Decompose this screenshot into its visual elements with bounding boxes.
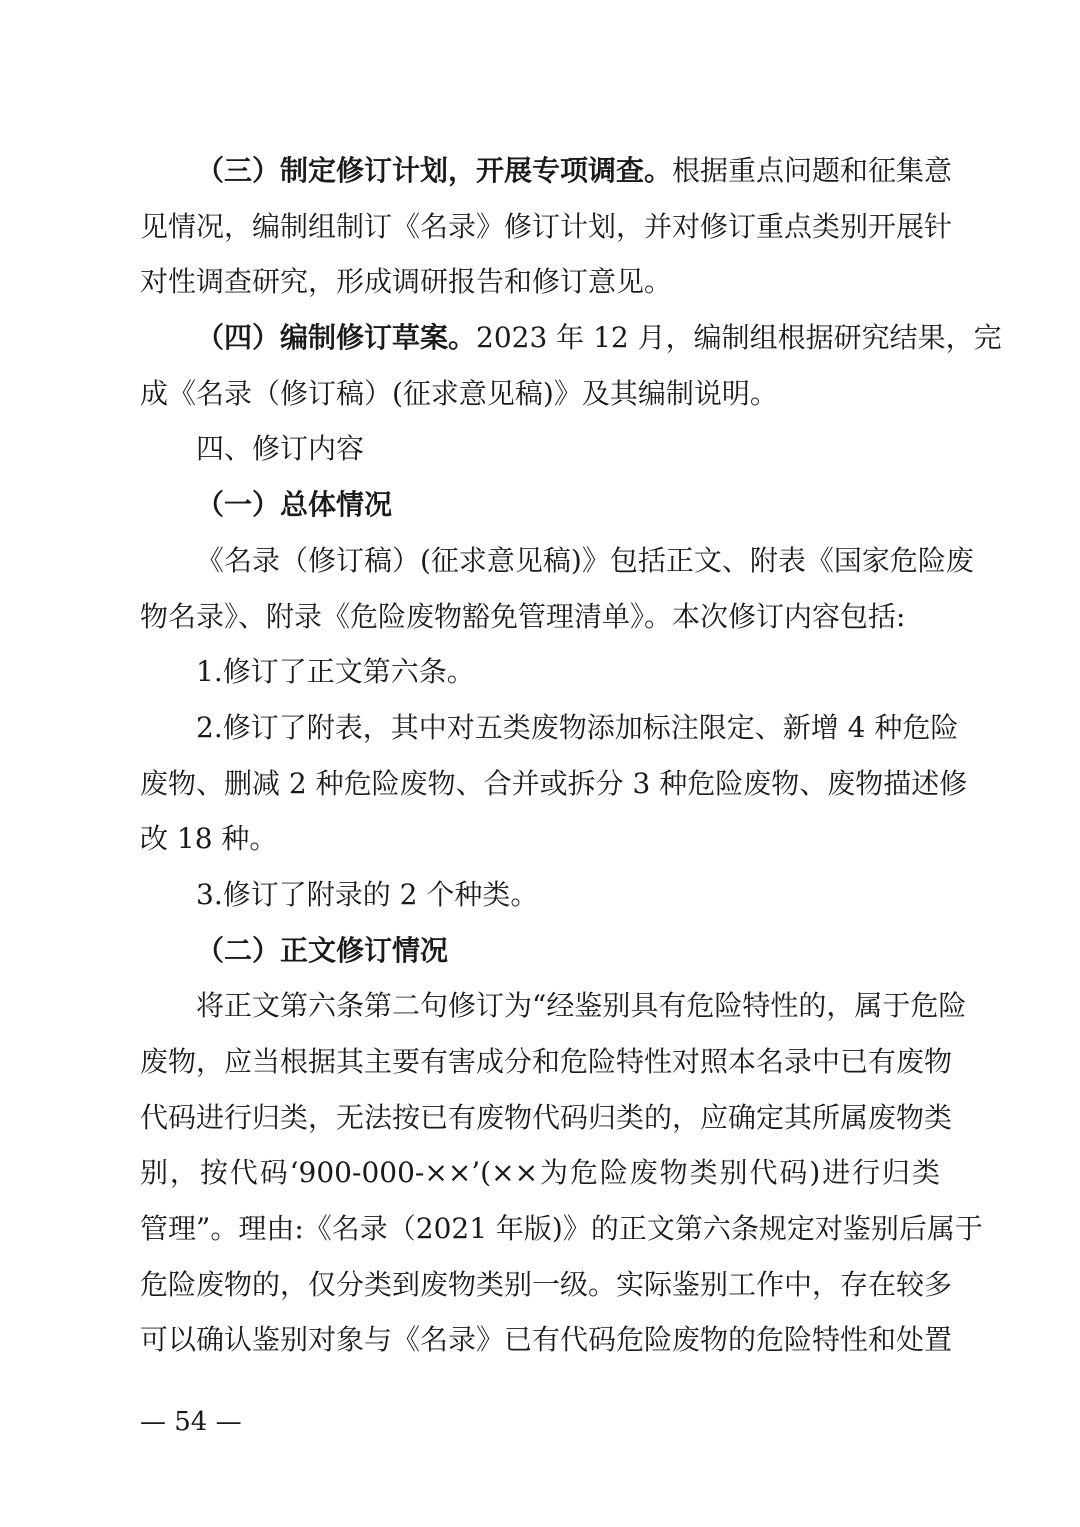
text-line: [140, 143, 953, 199]
line-text: 成《名录（修订稿）(征求意见稿)》及其编制说明。: [140, 376, 778, 410]
text-line: [140, 254, 940, 310]
text-line: [140, 867, 940, 923]
text-line: [140, 477, 940, 533]
line-text: 根据重点问题和征集意: [672, 154, 953, 187]
text-line: [140, 978, 967, 1034]
line-text: 别，按代码‘900-000-××’(××为危险废物类别代码)进行归类: [140, 1156, 940, 1190]
line-text: 见情况，编制组制订《名录》修订计划，并对修订重点类别开展针: [140, 209, 953, 243]
page-number: — 54 —: [140, 1407, 242, 1437]
line-text: 废物，应当根据其主要有害成分和危险特性对照本名录中已有废物: [140, 1045, 953, 1078]
text-line: [140, 199, 953, 255]
text-line: [140, 1090, 953, 1146]
line-text: 3.修订了附录的 2 个种类。: [196, 877, 539, 911]
text-line: [140, 421, 940, 477]
text-line: [140, 1312, 953, 1368]
line-text: 1.修订了正文第六条。: [196, 655, 475, 689]
text-line: [140, 1257, 953, 1313]
line-text: 危险废物的，仅分类到废物类别一级。实际鉴别工作中，存在较多: [140, 1267, 953, 1301]
text-line: [140, 811, 940, 867]
text-line: [140, 1034, 953, 1090]
line-text: 管理”。理由:《名录（2021 年版)》的正文第六条规定对鉴别后属于: [140, 1212, 983, 1246]
text-line: [140, 1201, 983, 1257]
line-text: 将正文第六条第二句修订为“经鉴别具有危险特性的，属于危险: [196, 989, 967, 1023]
line-text: 2023 年 12 月，编制组根据研究结果，完: [476, 321, 1002, 355]
bold-heading: （一）总体情况: [196, 488, 393, 522]
line-text: 物名录》、附录《危险废物豁免管理清单》。本次修订内容包括:: [140, 599, 906, 633]
bold-heading: （三）制定修订计划，开展专项调查。: [196, 154, 673, 187]
text-line: [140, 923, 940, 979]
bold-heading: （二）正文修订情况: [196, 933, 449, 967]
line-text: 代码进行归类，无法按已有废物代码归类的，应确定其所属废物类: [140, 1100, 953, 1134]
text-line: [140, 310, 1002, 366]
line-text: 对性调查研究，形成调研报告和修订意见。: [140, 265, 673, 299]
text-line: [140, 366, 940, 422]
line-text: 可以确认鉴别对象与《名录》已有代码危险废物的危险特性和处置: [140, 1323, 953, 1357]
text-line: [140, 589, 940, 645]
body-text: [140, 143, 1002, 1368]
line-text: 改 18 种。: [140, 822, 278, 856]
text-line: [140, 1145, 940, 1201]
line-text: 《名录（修订稿）(征求意见稿)》包括正文、附表《国家危险废: [196, 543, 974, 577]
text-line: [140, 700, 959, 756]
text-line: [140, 533, 974, 589]
line-text: 废物、删减 2 种危险废物、合并或拆分 3 种危险废物、废物描述修: [140, 766, 968, 800]
bold-heading: （四）编制修订草案。: [196, 321, 477, 355]
text-line: [140, 756, 968, 812]
line-text: 四、修订内容: [196, 432, 365, 466]
line-text: 2.修订了附表，其中对五类废物添加标注限定、新增 4 种危险: [196, 710, 959, 744]
text-line: [140, 644, 940, 700]
